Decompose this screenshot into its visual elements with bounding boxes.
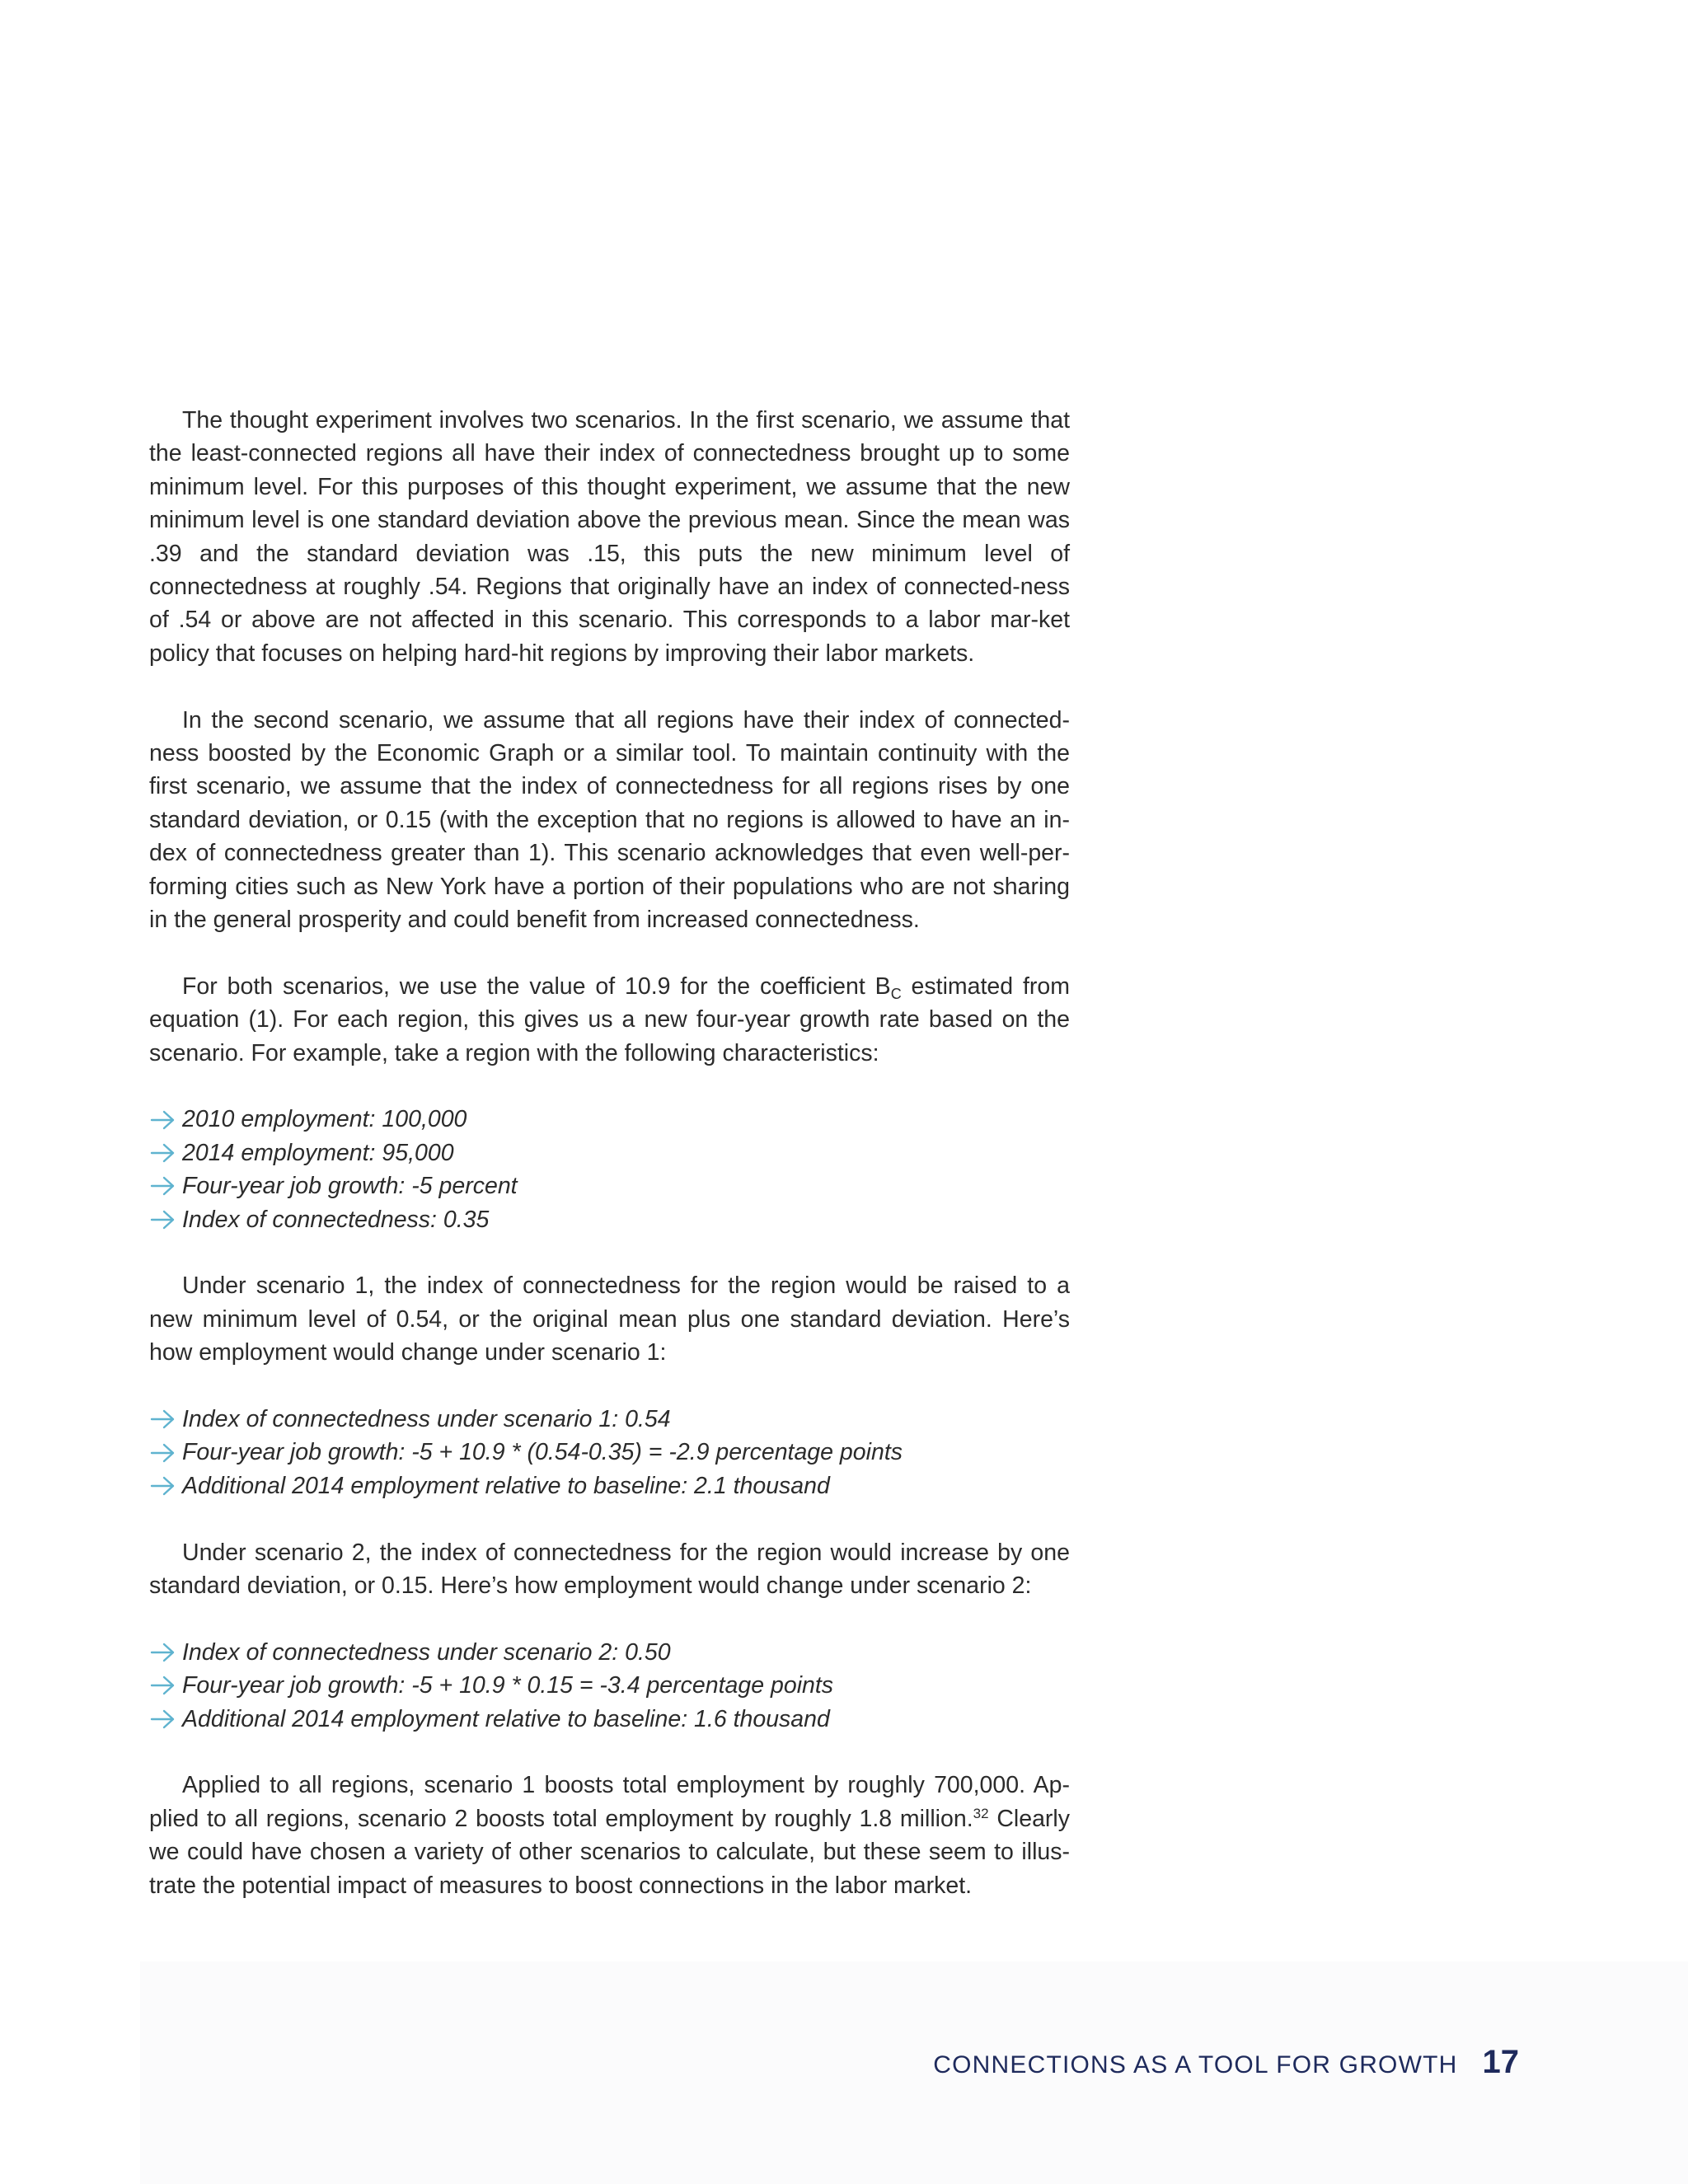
arrow-right-icon (149, 1674, 177, 1697)
arrow-right-icon (149, 1141, 177, 1165)
arrow-right-icon (149, 1208, 177, 1231)
list-item (149, 1203, 1070, 1236)
arrow-right-icon (149, 1174, 177, 1197)
list-item (149, 1669, 1070, 1702)
list-item (149, 1703, 1070, 1736)
list-item-text: Four-year job growth: -5 percent (182, 1173, 518, 1200)
characteristics-list (149, 1103, 1070, 1236)
list-item (149, 1169, 1070, 1202)
paragraph-conclusion (149, 1769, 1070, 1902)
paragraph-scenario-2: Under scenario 2, the index of connectedness for the region would increase by one standard deviation, or 0.15. Here’s how employment would change under scenario 2: (149, 1539, 1070, 1600)
list-item (149, 1137, 1070, 1169)
list-item (149, 1103, 1070, 1136)
list-item (149, 1403, 1070, 1436)
footer-title: CONNECTIONS AS A TOOL FOR GROWTH (933, 2051, 1458, 2079)
list-item-text: Index of connectedness under scenario 2: 0.50 (182, 1638, 671, 1666)
arrow-right-icon (149, 1408, 177, 1431)
arrow-right-icon (149, 1708, 177, 1731)
coefficient-subscript: C (890, 985, 902, 1002)
list-item (149, 1469, 1070, 1502)
list-item (149, 1636, 1070, 1669)
scenario-1-list (149, 1403, 1070, 1502)
paragraph-coefficient-text-b: estimated from equation (1). For each region, this gives us a new four-year growth rate based on the scenario. For example, take a region with the following characteristics: (149, 972, 1070, 1066)
list-item-text: 2014 employment: 95,000 (182, 1139, 454, 1166)
paragraph-conclusion-text-a: Applied to all regions, scenario 1 boosts total employment by roughly 700,000. Ap-plied to all regions, scenario 2 boosts total employment by roughly 1.8 million. (149, 1772, 1070, 1832)
arrow-right-icon (149, 1108, 177, 1132)
list-item-text: Four-year job growth: -5 + 10.9 * (0.54-0.35) = -2.9 percentage points (182, 1439, 903, 1466)
scenario-2-list (149, 1636, 1070, 1736)
page-footer (933, 2044, 1519, 2081)
list-item-text: Four-year job growth: -5 + 10.9 * 0.15 = -3.4 percentage points (182, 1672, 834, 1699)
paragraph-second-scenario: In the second scenario, we assume that all regions have their index of connected-ness boosted by the Economic Graph or a similar tool. To maintain continuity with the first scenario, we assume that the index of connectedness for all regions rises by one standard deviation, or 0.15 (with the exception that no regions is allowed to have an in-dex of connectedness greater than 1). This scenario acknowledges that even well-per-forming cities such as New York have a portion of their populations who are not sharing in the general prosperity and could benefit from increased connectedness. (149, 706, 1070, 934)
paragraph-scenarios-intro: The thought experiment involves two scenarios. In the first scenario, we assume that the least-connected regions all have their index of connectedness brought up to some minimum level. For this purposes of this thought experiment, we assume that the new minimum level is one standard deviation above the previous mean. Since the mean was .39 and the standard deviation was .15, this puts the new minimum level of connectedness at roughly .54. Regions that originally have an index of connected-ness of .54 or above are not affected in this scenario. This corresponds to a labor mar-ket policy that focuses on helping hard-hit regions by improving their labor markets. (149, 407, 1070, 667)
paragraph-conclusion-text-b: Clearly we could have chosen a variety of other scenarios to calculate, but these seem to illus-trate the potential impact of measures to boost connections in the labor market. (149, 1805, 1071, 1899)
paragraph-coefficient-text-a: For both scenarios, we use the value of 10.9 for the coefficient B (182, 972, 891, 1000)
list-item (149, 1436, 1070, 1469)
body-content (149, 404, 1070, 1935)
footnote-marker: 32 (973, 1805, 989, 1821)
arrow-right-icon (149, 1474, 177, 1497)
arrow-right-icon (149, 1441, 177, 1465)
list-item-text: Index of connectedness under scenario 1: 0.54 (182, 1406, 671, 1433)
list-item-text: Additional 2014 employment relative to baseline: 2.1 thousand (182, 1472, 830, 1499)
list-item-text: Index of connectedness: 0.35 (182, 1206, 490, 1233)
list-item-text: Additional 2014 employment relative to baseline: 1.6 thousand (182, 1705, 830, 1732)
page-number: 17 (1482, 2044, 1519, 2080)
paragraph-coefficient (149, 970, 1070, 1070)
list-item-text: 2010 employment: 100,000 (182, 1106, 467, 1133)
arrow-right-icon (149, 1641, 177, 1664)
paragraph-scenario-1: Under scenario 1, the index of connectedness for the region would be raised to a new minimum level of 0.54, or the original mean plus one standard deviation. Here’s how employment would change under scenario 1: (149, 1272, 1070, 1366)
